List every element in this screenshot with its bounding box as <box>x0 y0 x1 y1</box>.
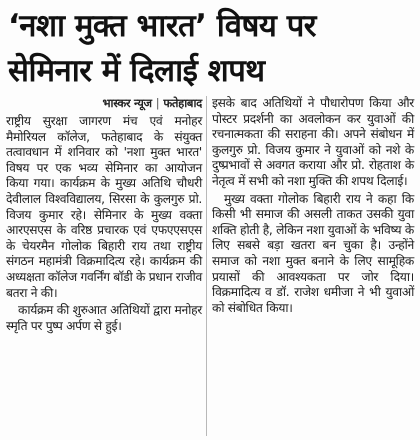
paragraph-right-1: इसके बाद अतिथियों ने पौधारोपण किया और पोस्टर प्रदर्शनी का अवलोकन कर युवाओं की रचनात्मकता की सराहना की। अपने संबोधन में कुलगुरु प्रो. विजय कुमार ने युवाओं को नशे के दुष्प्रभावों से अवगत कराया और प्रो. रोहताश के नेतृत्व में सभी को नशा मुक्ति की शपथ दिलाई। <box>212 96 414 188</box>
article-column-right <box>212 96 414 316</box>
headline-line-2: सेमिनार में दिलाई शपथ <box>8 53 265 89</box>
headline <box>8 4 412 94</box>
paragraph-left-1: राष्ट्रीय सुरक्षा जागरण मंच एवं मनोहर मैमोरियल कॉलेज, फतेहाबाद के संयुक्त तत्वावधान में शनिवार को 'नशा मुक्त भारत' विषय पर एक भव्य सेमिनार का आयोजन किया गया। कार्यक्रम के मुख्य अतिथि चौधरी देवीलाल विश्वविद्यालय, सिरसा के कुलगुरु प्रो. विजय कुमार रहे। सेमिनार के मुख्य वक्ता आरएसएस के वरिष्ठ प्रचारक एवं एफएएसएस के चेयरमैन गोलोक बिहारी राय तथा राष्ट्रीय संगठन महामंत्री विक्रमादित्य रहे। कार्यक्रम की अध्यक्षता कॉलेज गवर्निंग बॉडी के प्रधान राजीव बतरा ने की। <box>6 114 202 300</box>
article-body <box>6 96 416 438</box>
column-divider <box>206 96 207 436</box>
paragraph-right-2: मुख्य वक्ता गोलोक बिहारी राय ने कहा कि किसी भी समाज की असली ताकत उसकी युवा शक्ति होती है, लेकिन नशा युवाओं के भविष्य के लिए सबसे बड़ा खतरा बन चुका है। उन्होंने समाज को नशा मुक्त बनाने के लिए सामूहिक प्रयासों की आवश्यकता पर जोर दिया। विक्रमादित्य व डॉ. राजेश धमीजा ने भी युवाओं को संबोधित किया। <box>212 191 414 315</box>
article-column-left <box>6 96 202 334</box>
byline-separator: | <box>155 95 160 110</box>
byline-city: फतेहाबाद <box>163 95 202 110</box>
headline-line-1: ‘नशा मुक्त भारत’ विषय पर <box>8 8 316 44</box>
paragraph-left-2: कार्यक्रम की शुरुआत अतिथियों द्वारा मनोहर स्मृति पर पुष्प अर्पण से हुई। <box>6 303 202 333</box>
byline-paper: भास्कर न्यूज <box>102 95 152 110</box>
byline <box>6 96 202 111</box>
